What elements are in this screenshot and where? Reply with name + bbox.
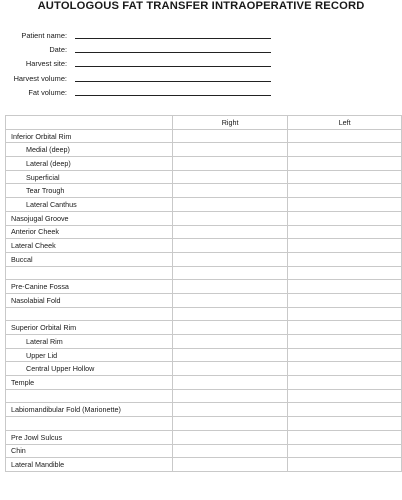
field-label: Harvest site: (25, 59, 67, 68)
left-column-header: Left (288, 116, 402, 130)
left-volume-cell[interactable] (288, 348, 402, 362)
right-volume-cell[interactable] (172, 198, 288, 212)
right-volume-cell[interactable] (172, 280, 288, 294)
site-cell: Lateral Mandible (6, 458, 173, 472)
left-volume-cell[interactable] (288, 417, 402, 431)
site-cell: Nasolabial Fold (6, 293, 173, 307)
right-volume-cell[interactable] (172, 225, 288, 239)
left-volume-cell[interactable] (288, 335, 402, 349)
right-column-header: Right (172, 116, 288, 130)
right-volume-cell[interactable] (172, 252, 288, 266)
site-cell: Pre-Canine Fossa (6, 280, 173, 294)
left-volume-cell[interactable] (288, 321, 402, 335)
table-row (6, 458, 402, 472)
harvest-site-field[interactable] (0, 58, 402, 69)
field-label: Harvest volume: (13, 74, 67, 83)
left-volume-cell[interactable] (288, 170, 402, 184)
table-row (6, 335, 402, 349)
left-volume-cell[interactable] (288, 280, 402, 294)
left-volume-cell[interactable] (288, 458, 402, 472)
site-cell: Temple (6, 376, 173, 390)
harvest-site-line[interactable] (75, 66, 271, 67)
table-row (6, 430, 402, 444)
patient-name-line[interactable] (75, 38, 271, 39)
table-row (6, 266, 402, 280)
table-body (6, 129, 402, 471)
form-title: AUTOLOGOUS FAT TRANSFER INTRAOPERATIVE RECORD (37, 0, 365, 12)
table-row (6, 293, 402, 307)
table-row (6, 417, 402, 431)
table-row (6, 444, 402, 458)
left-volume-cell[interactable] (288, 184, 402, 198)
left-volume-cell[interactable] (288, 362, 402, 376)
site-cell: Lateral Rim (6, 335, 173, 349)
patient-name-field[interactable] (0, 30, 402, 41)
table-row (6, 362, 402, 376)
table-row (6, 252, 402, 266)
site-cell: Superior Orbital Rim (6, 321, 173, 335)
left-volume-cell[interactable] (288, 252, 402, 266)
right-volume-cell[interactable] (172, 143, 288, 157)
site-cell: Anterior Cheek (6, 225, 173, 239)
table-row (6, 198, 402, 212)
left-volume-cell[interactable] (288, 143, 402, 157)
left-volume-cell[interactable] (288, 389, 402, 403)
table-row (6, 321, 402, 335)
left-volume-cell[interactable] (288, 293, 402, 307)
table-row (6, 170, 402, 184)
left-volume-cell[interactable] (288, 198, 402, 212)
left-volume-cell[interactable] (288, 376, 402, 390)
right-volume-cell[interactable] (172, 293, 288, 307)
right-volume-cell[interactable] (172, 389, 288, 403)
table-header-row (6, 116, 402, 130)
site-cell: Pre Jowl Sulcus (6, 430, 173, 444)
table-row (6, 389, 402, 403)
field-label: Date: (49, 45, 67, 54)
right-volume-cell[interactable] (172, 211, 288, 225)
right-volume-cell[interactable] (172, 444, 288, 458)
site-cell: Medial (deep) (6, 143, 173, 157)
right-volume-cell[interactable] (172, 403, 288, 417)
left-volume-cell[interactable] (288, 266, 402, 280)
site-cell: Tear Trough (6, 184, 173, 198)
left-volume-cell[interactable] (288, 403, 402, 417)
site-cell (6, 389, 173, 403)
site-cell (6, 417, 173, 431)
right-volume-cell[interactable] (172, 335, 288, 349)
right-volume-cell[interactable] (172, 184, 288, 198)
fat-volume-field[interactable] (0, 87, 402, 98)
left-volume-cell[interactable] (288, 430, 402, 444)
site-cell: Inferior Orbital Rim (6, 129, 173, 143)
right-volume-cell[interactable] (172, 266, 288, 280)
right-volume-cell[interactable] (172, 458, 288, 472)
right-volume-cell[interactable] (172, 430, 288, 444)
site-cell: Upper Lid (6, 348, 173, 362)
site-cell: Chin (6, 444, 173, 458)
site-cell: Central Upper Hollow (6, 362, 173, 376)
table-row (6, 157, 402, 171)
right-volume-cell[interactable] (172, 362, 288, 376)
injection-record-table (5, 115, 402, 472)
right-volume-cell[interactable] (172, 129, 288, 143)
field-label: Fat volume: (28, 88, 67, 97)
table-row (6, 129, 402, 143)
left-volume-cell[interactable] (288, 225, 402, 239)
left-volume-cell[interactable] (288, 211, 402, 225)
table-row (6, 403, 402, 417)
site-cell: Lateral Cheek (6, 239, 173, 253)
right-volume-cell[interactable] (172, 321, 288, 335)
table-row (6, 348, 402, 362)
table-row (6, 225, 402, 239)
table-row (6, 307, 402, 321)
site-cell: Superficial (6, 170, 173, 184)
left-volume-cell[interactable] (288, 307, 402, 321)
right-volume-cell[interactable] (172, 239, 288, 253)
site-cell: Buccal (6, 252, 173, 266)
table-row (6, 239, 402, 253)
fat-volume-line[interactable] (75, 95, 271, 96)
left-volume-cell[interactable] (288, 129, 402, 143)
field-label: Patient name: (21, 31, 67, 40)
right-volume-cell[interactable] (172, 157, 288, 171)
left-volume-cell[interactable] (288, 444, 402, 458)
date-line[interactable] (75, 52, 271, 53)
left-volume-cell[interactable] (288, 239, 402, 253)
table-row (6, 143, 402, 157)
table-row (6, 184, 402, 198)
table-row (6, 211, 402, 225)
right-volume-cell[interactable] (172, 348, 288, 362)
harvest-volume-field[interactable] (0, 73, 402, 84)
right-volume-cell[interactable] (172, 376, 288, 390)
site-cell: Nasojugal Groove (6, 211, 173, 225)
table-row (6, 376, 402, 390)
site-cell: Lateral Canthus (6, 198, 173, 212)
right-volume-cell[interactable] (172, 170, 288, 184)
harvest-volume-line[interactable] (75, 81, 271, 82)
site-cell (6, 307, 173, 321)
site-cell: Labiomandibular Fold (Marionette) (6, 403, 173, 417)
date-field[interactable] (0, 44, 402, 55)
right-volume-cell[interactable] (172, 417, 288, 431)
table-row (6, 280, 402, 294)
left-volume-cell[interactable] (288, 157, 402, 171)
site-column-header (6, 116, 173, 130)
right-volume-cell[interactable] (172, 307, 288, 321)
site-cell (6, 266, 173, 280)
site-cell: Lateral (deep) (6, 157, 173, 171)
